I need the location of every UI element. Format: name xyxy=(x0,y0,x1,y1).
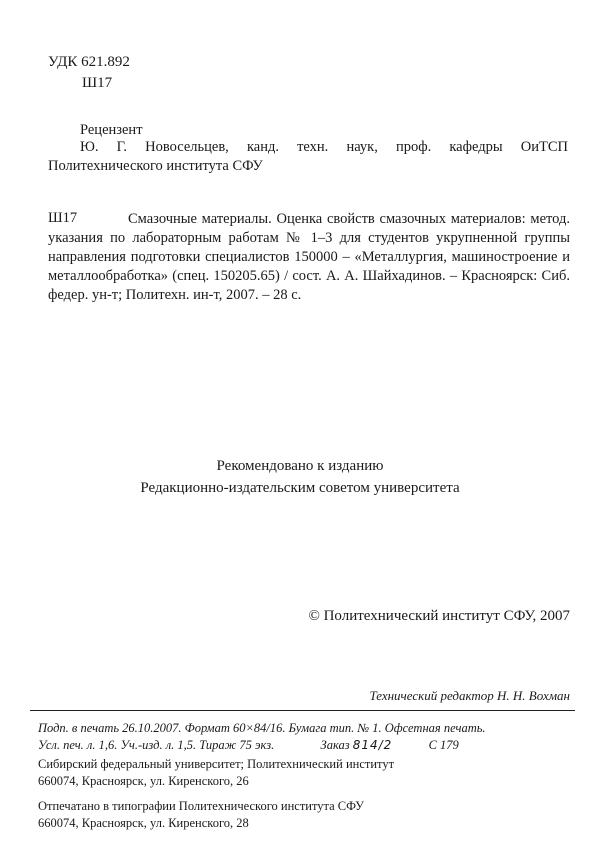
recommendation-line-1: Рекомендовано к изданию xyxy=(216,458,384,474)
bibliography-description: Смазочные материалы. Оценка свойств смазочных материалов: метод. указания по лабораторным работам № 1–3 для студентов укрупненной группы направления подготовки специалистов 150000 – «Металлургия, машиностроение и металлообработка» (спец. 150205.65) / сост. А. А. Шайхадинов. – Красноярск: Сиб. федер. ун-т; Политехн. ин-т, 2007. – 28 с. xyxy=(48,211,570,303)
reviewer-text: Ю. Г. Новосельцев, канд. техн. наук, проф. кафедры ОиТСП Политехнического института СФУ xyxy=(48,139,568,174)
recommendation-line-2: Редакционно-издательским советом университета xyxy=(140,480,460,496)
technical-editor: Технический редактор Н. Н. Вохман xyxy=(369,688,570,703)
imprint-line-2 xyxy=(38,737,459,754)
printer-address: 660074, Красноярск, ул. Киренского, 28 xyxy=(38,816,249,830)
order-label: Заказ xyxy=(320,738,350,752)
publisher-name: Сибирский федеральный университет; Политехнический институт xyxy=(38,757,395,771)
publisher-address: 660074, Красноярск, ул. Киренского, 26 xyxy=(38,774,249,788)
imprint-divider xyxy=(30,710,575,711)
library-code: Ш17 xyxy=(82,75,113,91)
imprint-code: С 179 xyxy=(428,738,459,752)
order-number: 814/2 xyxy=(352,738,393,752)
imprint-print-details: Усл. печ. л. 1,6. Уч.-изд. л. 1,5. Тираж 75 экз. xyxy=(38,738,275,752)
copyright-notice: © Политехнический институт СФУ, 2007 xyxy=(308,608,570,624)
printer-name: Отпечатано в типографии Политехнического института СФУ xyxy=(38,799,364,813)
imprint-line-1: Подп. в печать 26.10.2007. Формат 60×84/16. Бумага тип. № 1. Офсетная печать. xyxy=(38,721,486,735)
reviewer-heading: Рецензент xyxy=(80,122,143,138)
udk-number: УДК 621.892 xyxy=(48,54,130,70)
bibliography-code: Ш17 xyxy=(48,210,78,226)
